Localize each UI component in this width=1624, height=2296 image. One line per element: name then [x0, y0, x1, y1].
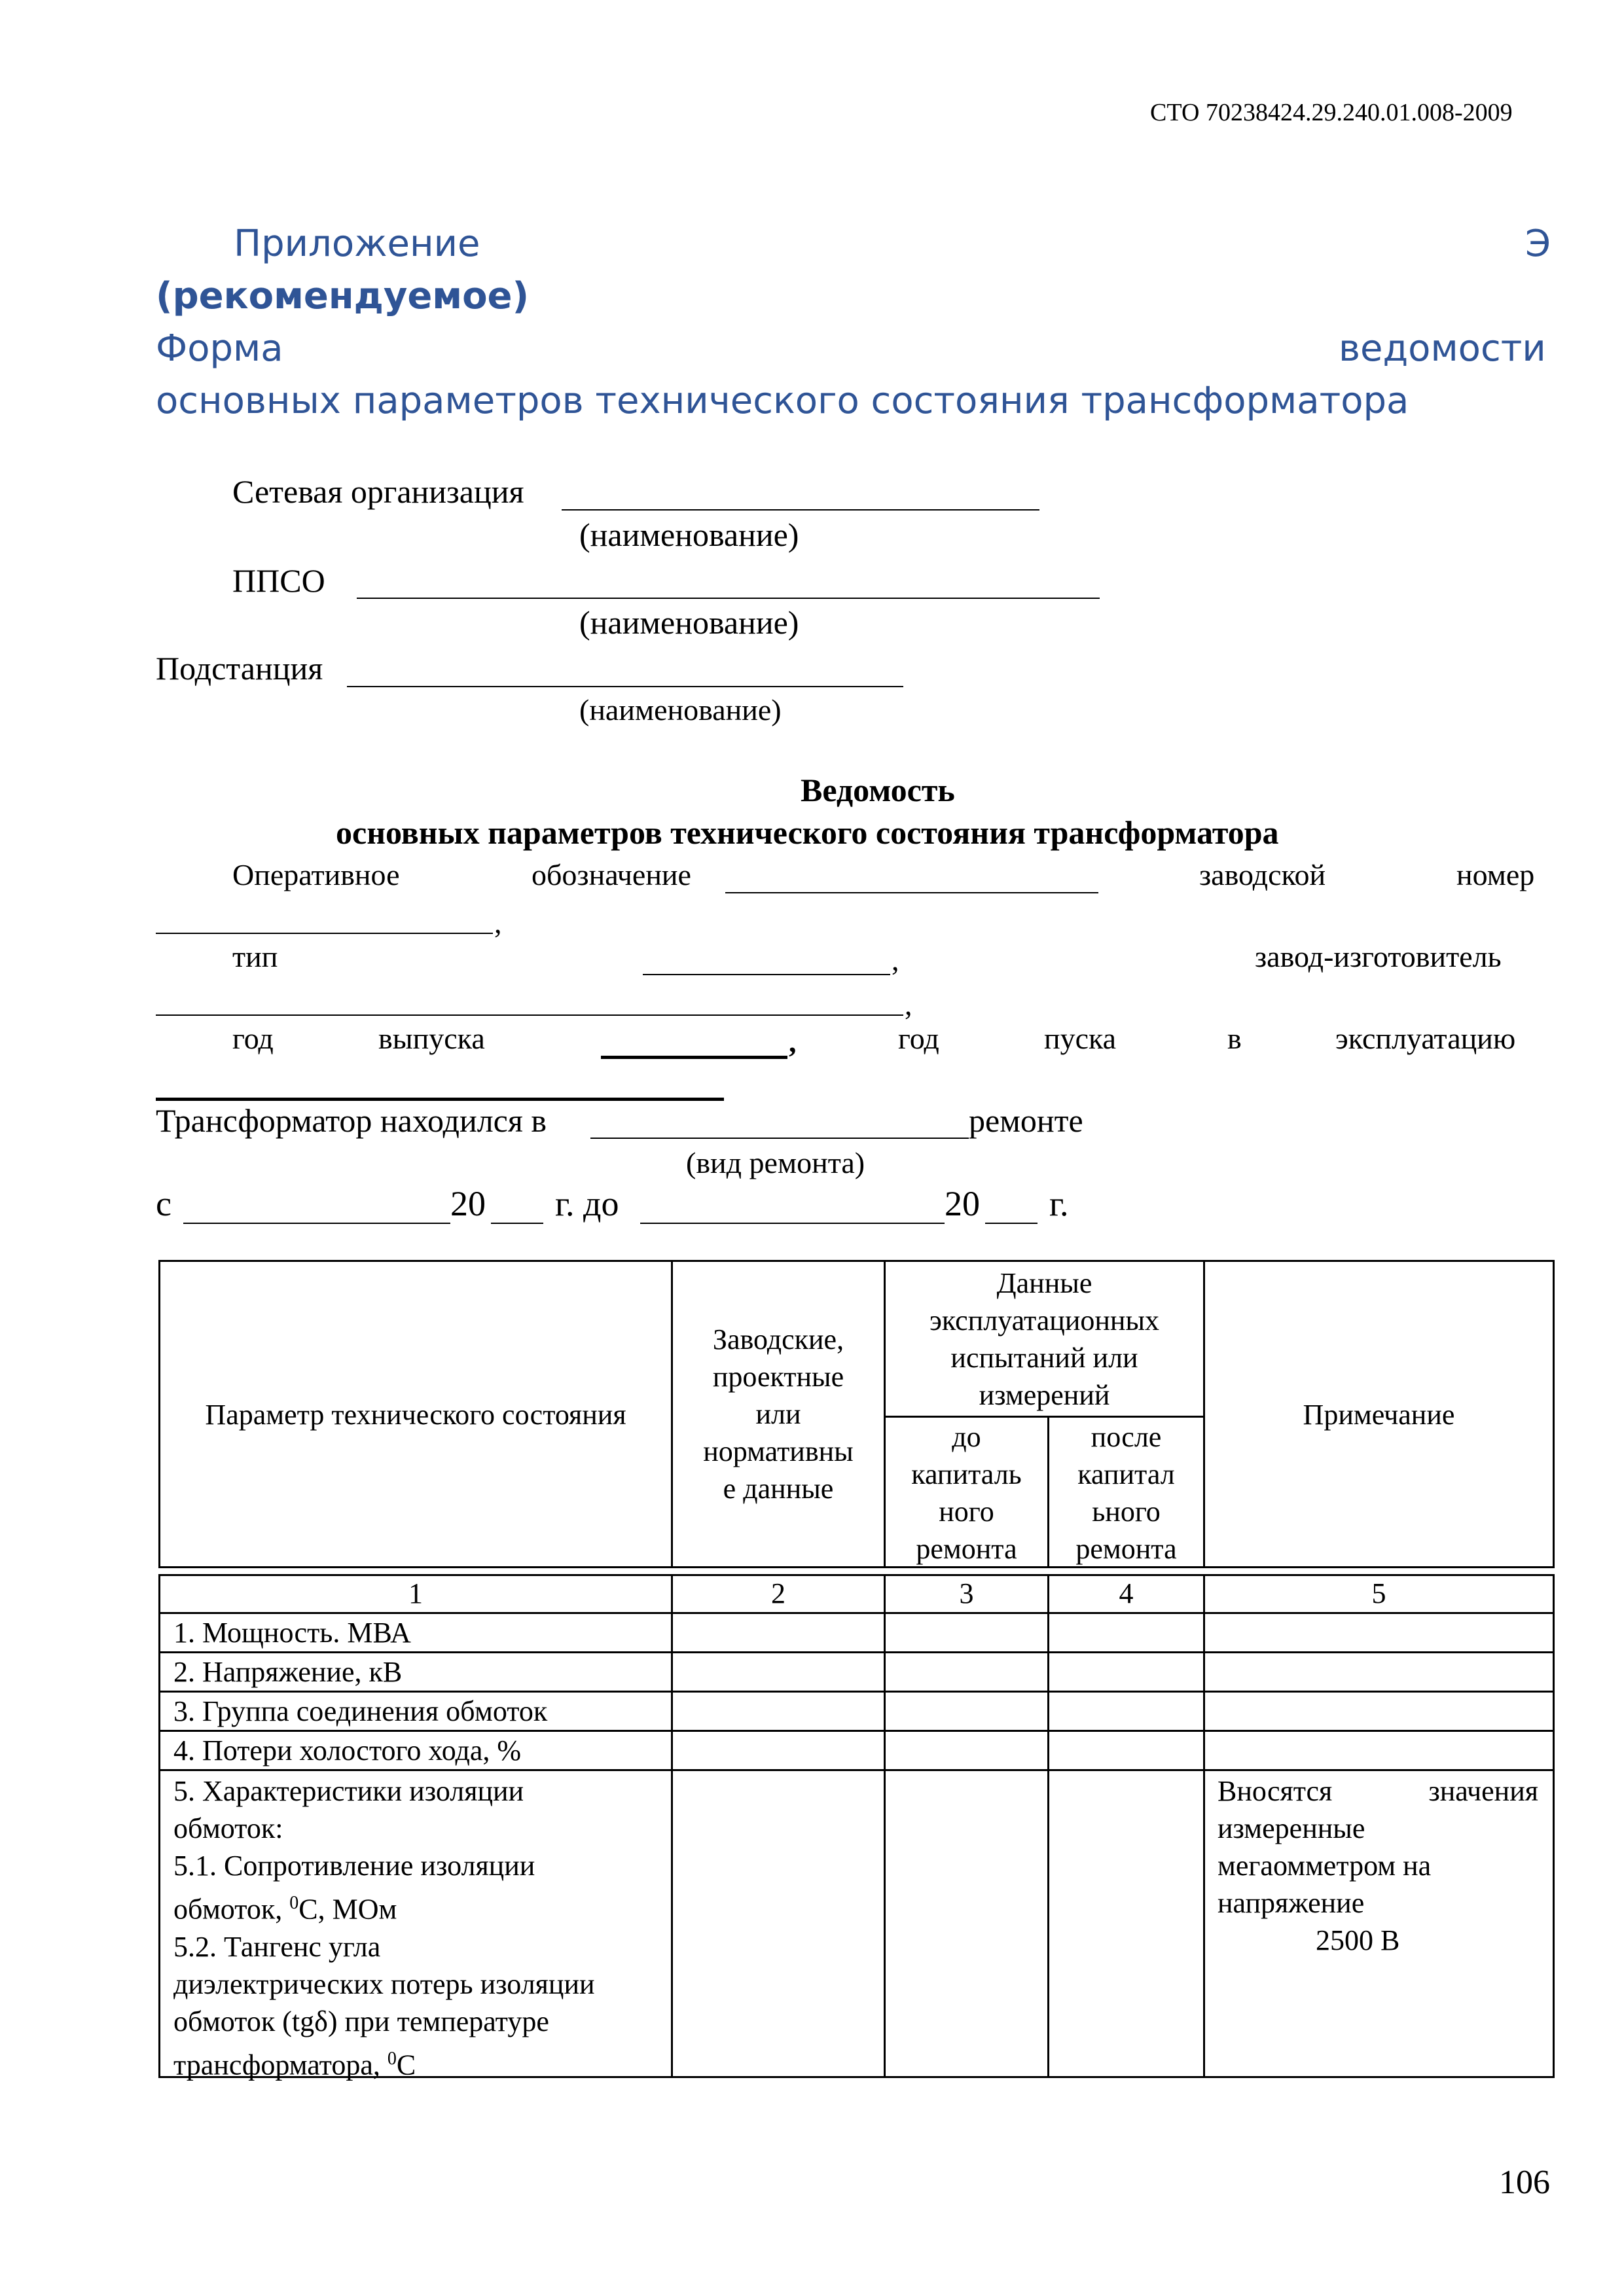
appendix-subtitle: основных параметров технического состояния трансформатора	[156, 380, 1409, 422]
year-20-b: 20	[945, 1184, 980, 1223]
column-number: 4	[1119, 1577, 1134, 1609]
table-border	[1203, 1574, 1205, 2078]
repair-hint: (вид ремонта)	[686, 1146, 865, 1179]
table-row-winding-group: 3. Группа соединения обмоток	[173, 1695, 548, 1727]
statement-subtitle: основных параметров технического состояния трансформатора	[336, 814, 1279, 851]
manufacturer-line	[156, 1014, 903, 1016]
release-year-line	[601, 1056, 787, 1059]
number-label: номер	[1456, 858, 1535, 891]
year-2-label: год	[898, 1022, 939, 1055]
statement-title: Ведомость	[801, 772, 955, 808]
page-number: 106	[1499, 2164, 1550, 2201]
table-border	[1553, 1574, 1555, 2078]
header-after-repair: после капитал ьного ремонта	[1075, 1421, 1177, 1565]
column-number: 3	[959, 1577, 974, 1609]
table-border	[884, 1574, 886, 2078]
year-20-a: 20	[450, 1184, 486, 1223]
header-factory: Заводские, проектные или нормативны е данные	[703, 1323, 854, 1505]
factory-label: заводской	[1199, 858, 1326, 891]
type-line	[643, 974, 890, 975]
name-hint-1: (наименование)	[579, 516, 799, 553]
op-label: Оперативное	[232, 858, 400, 891]
name-hint-3: (наименование)	[579, 693, 782, 726]
name-hint-2: (наименование)	[579, 604, 799, 641]
table-border	[1553, 1260, 1555, 1568]
appendix-kind: (рекомендуемое)	[156, 275, 530, 317]
year-label: год	[232, 1022, 274, 1055]
column-number: 2	[771, 1577, 785, 1609]
factory-number-line	[156, 933, 493, 934]
header-operational: Данные эксплуатационных испытаний или измерений	[929, 1267, 1160, 1411]
form-word: Форма	[156, 327, 283, 370]
in-label: в	[1227, 1022, 1242, 1055]
ppso-label: ППСО	[232, 562, 325, 599]
form-statement-word: ведомости	[1339, 327, 1546, 370]
comma-1: ,	[494, 906, 502, 939]
comma-2: ,	[892, 943, 899, 977]
column-number: 5	[1371, 1577, 1386, 1609]
substation-label: Подстанция	[156, 650, 323, 687]
repair-prefix: Трансформатор находился в	[156, 1102, 547, 1139]
network-org-line	[562, 509, 1039, 511]
substation-line	[347, 686, 903, 687]
table-border	[158, 1769, 1555, 1771]
type-label: тип	[232, 940, 278, 973]
table-border	[158, 1574, 160, 2078]
table-border	[884, 1416, 1204, 1418]
op-designation-line	[725, 892, 1098, 893]
repair-suffix: ремонте	[969, 1102, 1083, 1139]
repair-type-line	[590, 1138, 969, 1139]
header-note: Примечание	[1303, 1399, 1455, 1431]
appendix-letter: Э	[1525, 223, 1551, 265]
table-border	[1047, 1574, 1049, 2078]
op-label-2: обозначение	[532, 858, 691, 891]
table-border	[671, 1574, 673, 2078]
header-param: Параметр технического состояния	[205, 1399, 626, 1431]
g-label: г.	[1049, 1184, 1069, 1223]
operation-date-line	[156, 1098, 724, 1101]
column-number: 1	[408, 1577, 423, 1609]
table-row-insulation: 5. Характеристики изоляции обмоток: 5.1. Сопротивление изоляции обмоток, $^0$С, МОм 5.2. Тангенс угла диэлектрических потерь изоляции обмоток (tgδ) при температуре трансформатора, $^0$С	[173, 1775, 595, 2081]
header-before-repair: до капиталь ного ремонта	[911, 1421, 1022, 1565]
table-row-no-load-loss: 4. Потери холостого хода, %	[173, 1734, 522, 1767]
g-do-label: г. до	[555, 1184, 619, 1223]
ppso-line	[357, 598, 1100, 599]
to-year-line	[985, 1223, 1038, 1224]
operation-label: эксплуатацию	[1335, 1022, 1516, 1055]
document-code: СТО 70238424.29.240.01.008-2009	[1150, 99, 1513, 126]
table-row-voltage: 2. Напряжение, кВ	[173, 1656, 403, 1688]
insulation-note: Вносятся значения измеренные мегаомметром на напряжение 2500 В	[1218, 1775, 1538, 1956]
comma-4: ,	[789, 1025, 797, 1058]
table-border	[158, 1260, 1555, 1262]
release-label: выпуска	[378, 1022, 485, 1055]
manufacturer-label: завод-изготовитель	[1255, 940, 1502, 973]
network-org-label: Сетевая организация	[232, 473, 524, 510]
from-label: с	[156, 1184, 171, 1223]
table-row-power: 1. Мощность. МВА	[173, 1617, 411, 1649]
start-label: пуска	[1044, 1022, 1117, 1055]
from-date-line	[183, 1223, 450, 1224]
appendix-title: Приложение	[234, 223, 480, 265]
table-border	[158, 1566, 1555, 1568]
from-year-line	[491, 1223, 543, 1224]
to-date-line	[640, 1223, 945, 1224]
comma-3: ,	[905, 988, 912, 1021]
